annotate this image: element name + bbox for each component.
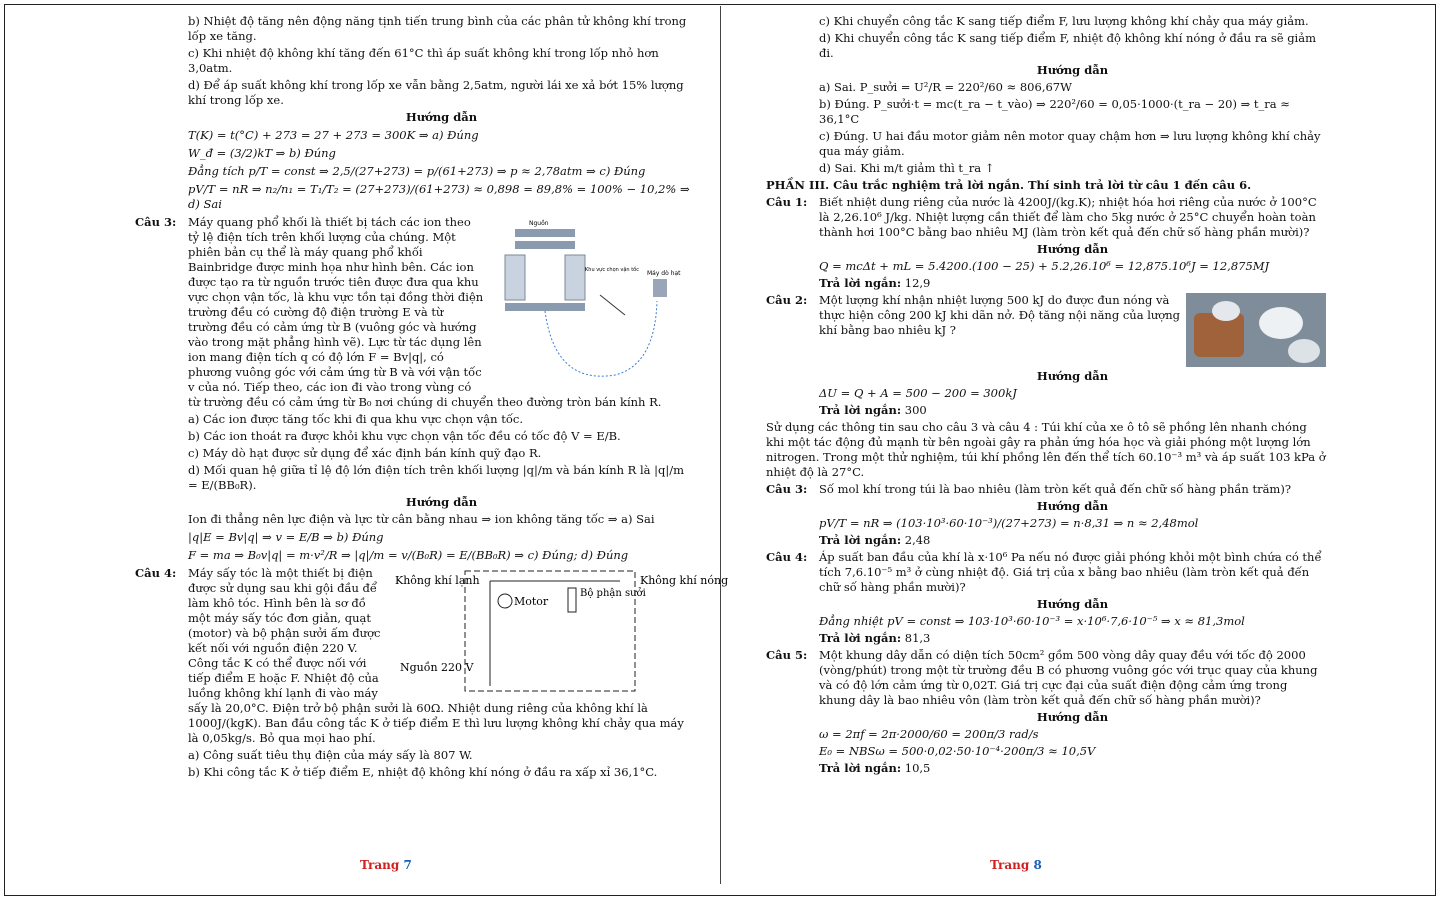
question-4	[766, 550, 1326, 595]
page-number-value: 7	[403, 858, 412, 872]
label-heater: Bộ phận sưởi	[580, 588, 646, 599]
option-d: d) Mối quan hệ giữa tỉ lệ độ lớn điện tích trên khối lượng |q|/m và bán kính R là |q|/m = E/(BB₀R).	[188, 463, 685, 492]
section-heading: PHẦN III. Câu trắc nghiệm trả lời ngắn. Thí sinh trả lời từ câu 1 đến câu 6.	[766, 178, 1252, 192]
airbag-photo	[1186, 293, 1326, 367]
fig-label-source: Nguồn	[529, 220, 549, 227]
guide-text: Ion đi thẳng nên lực điện và lực từ cân bằng nhau ⇒ ion không tăng tốc ⇒ a) Sai	[188, 512, 655, 526]
page-divider	[720, 6, 721, 884]
guide-heading: Hướng dẫn	[405, 110, 478, 124]
answer-a: a) Sai. P_sưởi = U²/R = 220²/60 ≈ 806,67W	[819, 80, 1072, 94]
detector	[653, 279, 667, 297]
electrode	[565, 255, 585, 300]
statement-d: d) Để áp suất không khí trong lốp xe vẫn bằng 2,5atm, người lái xe xả bớt 15% lượng khí trong lốp xe.	[188, 78, 684, 107]
short-answer-label: Trả lời ngắn:	[819, 276, 902, 290]
short-answer: 300	[904, 403, 927, 417]
heater-symbol	[568, 588, 576, 612]
question-2	[766, 293, 1326, 367]
equation: T(K) = t(°C) + 273 = 27 + 273 = 300K ⇒ a) Đúng	[188, 128, 479, 142]
guide-heading: Hướng dẫn	[1036, 63, 1109, 77]
airbag	[1288, 339, 1320, 363]
question-1	[766, 195, 1326, 240]
mass-spectrometer-figure	[485, 215, 695, 395]
answer-c: c) Đúng. U hai đầu motor giảm nên motor quay chậm hơn ⇒ lưu lượng không khí chảy qua máy giảm.	[819, 129, 1321, 158]
short-answer: 10,5	[904, 761, 931, 775]
option-a: a) Công suất tiêu thụ điện của máy sấy là 807 W.	[188, 748, 473, 762]
guide-heading: Hướng dẫn	[1036, 369, 1109, 383]
short-answer: 12,9	[904, 276, 931, 290]
answer-b: b) Đúng. P_sưởi·t = mc(t_ra − t_vào) ⇒ 220²/60 = 0,05·1000·(t_ra − 20) ⇒ t_ra ≈ 36,1°C	[819, 97, 1290, 126]
option-a: a) Các ion được tăng tốc khi đi qua khu vực chọn vận tốc.	[188, 412, 523, 426]
page-7	[135, 14, 729, 782]
guide-heading: Hướng dẫn	[1036, 710, 1109, 724]
equation: E₀ = NBSω = 500·0,02·50·10⁻⁴·200π/3 ≈ 10,5V	[819, 744, 1096, 758]
page-number-label: Trang	[360, 858, 400, 872]
question-text: Máy sấy tóc là một thiết bị điện được sử dụng sau khi gội đầu để làm khô tóc. Hình bên là sơ đồ một máy sấy tóc đơn giản, quạt (motor) và bộ phận sưởi ấm được kết nối với nguồn điện 220 V. Công tắc K có thể được nối với tiếp điểm E hoặc F. Nhiệt độ của luồng không khí lạnh đi vào máy sấy là 20,0°C. Điện trở bộ phận sưởi là 60Ω. Nhiệt dung riêng của không khí là 1000J/(kgK). Ban đầu công tắc K ở tiếp điểm E thì lưu lượng không khí chảy qua máy là 0,05kg/s. Bỏ qua mọi hao phí.	[188, 566, 684, 745]
statement-c: c) Khi nhiệt độ không khí tăng đến 61°C thì áp suất không khí trong lốp nhỏ hơn 3,0atm.	[188, 46, 659, 75]
page-number-label: Trang	[990, 858, 1030, 872]
label-motor: Motor	[514, 595, 549, 608]
statement-b: b) Nhiệt độ tăng nên động năng tịnh tiến trung bình của các phân tử không khí trong lốp xe tăng.	[188, 14, 687, 43]
equation: F = ma ⇒ B₀v|q| = m·v²/R ⇒ |q|/m = v/(B₀R) = E/(BB₀R) ⇒ c) Đúng; d) Đúng	[188, 548, 629, 562]
statement-d: d) Khi chuyển công tắc K sang tiếp điểm F, nhiệt độ không khí nóng ở đầu ra sẽ giảm đi.	[819, 31, 1316, 60]
electrode	[505, 255, 525, 300]
equation: ω = 2πf = 2π·2000/60 = 200π/3 rad/s	[819, 727, 1039, 741]
page-number-8	[990, 858, 1042, 872]
short-answer: 2,48	[904, 533, 931, 547]
page-8	[766, 14, 1326, 778]
answer-d: d) Sai. Khi m/t giảm thì t_ra ↑	[819, 161, 995, 175]
equation: Đẳng nhiệt pV = const ⇒ 103·10³·60·10⁻³ = x·10⁶·7,6·10⁻⁵ ⇒ x ≈ 81,3mol	[819, 614, 1245, 628]
short-answer-label: Trả lời ngắn:	[819, 761, 902, 775]
question-5	[766, 648, 1326, 708]
question-label: Câu 1:	[766, 195, 808, 209]
radius-line	[600, 295, 625, 315]
label-hot-air: Không khí nóng	[640, 574, 729, 587]
page-number-value: 8	[1033, 858, 1042, 872]
plate	[505, 303, 585, 311]
shared-context: Sử dụng các thông tin sau cho câu 3 và câu 4 : Túi khí của xe ô tô sẽ phồng lên nhanh chóng khi một tác động đủ mạnh từ bên ngoài gây ra phản ứng hóa học và giải phóng một lượng lớn nitrogen. Trong một thử nghiệm, túi khí phồng lên đến thể tích 60.10⁻³ m³ và áp suất 103 kPa ở nhiệt độ là 27°C.	[766, 420, 1326, 479]
motor-symbol	[498, 594, 512, 608]
question-text: Biết nhiệt dung riêng của nước là 4200J/(kg.K); nhiệt hóa hơi riêng của nước ở 100°C là 2,26.10⁶ J/kg. Nhiệt lượng cần thiết để làm cho 5kg nước ở 25°C chuyển hoàn toàn thành hơi 100°C bằng bao nhiêu MJ (làm tròn kết quả đến chữ số hàng phần mười)?	[819, 195, 1317, 239]
fig-label-detector: Máy dò hạt	[647, 270, 681, 277]
equation: Đẳng tích p/T = const ⇒ 2,5/(27+273) = p/(61+273) ⇒ p ≈ 2,78atm ⇒ c) Đúng	[188, 164, 646, 178]
question-text: Một khung dây dẫn có diện tích 50cm² gồm 500 vòng dây quay đều với tốc độ 2000 (vòng/phút) trong một từ trường đều B có phương vuông góc với trục quay của khung và có độ lớn cảm ứng từ 0,02T. Giá trị cực đại của suất điện động cảm ứng trong khung dây là bao nhiêu vôn (làm tròn kết quả đến chữ số hàng phần mười)?	[819, 648, 1318, 707]
guide-heading: Hướng dẫn	[1036, 597, 1109, 611]
equation: W_đ = (3/2)kT ⇒ b) Đúng	[188, 146, 336, 160]
ion-trajectory	[545, 301, 657, 376]
question-text: Áp suất ban đầu của khí là x·10⁶ Pa nếu nó được giải phóng khỏi một bình chứa có thể tích 7,6.10⁻⁵ m³ ở cùng nhiệt độ. Giá trị của x bằng bao nhiêu (làm tròn kết quả đến chữ số hàng phần mười)?	[819, 550, 1322, 594]
question-text: Một lượng khí nhận nhiệt lượng 500 kJ do được đun nóng và thực hiện công 200 kJ khi dãn nở. Độ tăng nội năng của lượng khí bằng bao nhiêu kJ ?	[819, 293, 1180, 337]
plate	[515, 229, 575, 237]
option-c: c) Máy dò hạt được sử dụng để xác định bán kính quỹ đạo R.	[188, 446, 542, 460]
question-3	[766, 482, 1326, 497]
guide-heading: Hướng dẫn	[1036, 242, 1109, 256]
airbag	[1212, 301, 1240, 321]
question-text: Số mol khí trong túi là bao nhiêu (làm tròn kết quả đến chữ số hàng phần trăm)?	[819, 482, 1291, 496]
short-answer-label: Trả lời ngắn:	[819, 631, 902, 645]
question-label: Câu 3:	[135, 215, 177, 229]
short-answer: 81,3	[904, 631, 931, 645]
question-label: Câu 3:	[766, 482, 808, 496]
plate	[515, 241, 575, 249]
guide-heading: Hướng dẫn	[1036, 499, 1109, 513]
equation: Q = mcΔt + mL = 5.4200.(100 − 25) + 5.2,26.10⁶ = 12,875.10⁶J = 12,875MJ	[819, 259, 1270, 273]
equation: |q|E = Bv|q| ⇒ v = E/B ⇒ b) Đúng	[188, 530, 384, 544]
question-text: Máy quang phổ khối là thiết bị tách các ion theo tỷ lệ điện tích trên khối lượng của chúng. Một phiên bản cụ thể là máy quang phổ khối Bainbridge được minh họa như hình bên. Các ion được tạo ra từ nguồn trước tiên được đưa qua khu vực chọn vận tốc, là khu vực tồn tại đồng thời điện trường đều có cường độ điện trường E và từ trường đều có cảm ứng từ B (vuông góc và hướng vào trong mặt phẳng hình vẽ). Lực từ tác dụng lên ion mang điện tích q có độ lớn F = Bv|q|, có phương vuông góc với cảm ứng từ B và với vận tốc v của nó. Tiếp theo, các ion đi vào trong vùng có từ trường đều có cảm ứng từ B₀ nơi chúng di chuyển theo đường tròn bán kính R.	[188, 215, 662, 409]
option-b: b) Các ion thoát ra được khỏi khu vực chọn vận tốc đều có tốc độ V = E/B.	[188, 429, 621, 443]
fig-label-selector: Khu vực chọn vận tốc	[585, 267, 639, 273]
question-label: Câu 5:	[766, 648, 808, 662]
label-source: Nguồn 220 V	[400, 661, 474, 674]
airbag	[1259, 307, 1303, 339]
short-answer-label: Trả lời ngắn:	[819, 403, 902, 417]
option-b: b) Khi công tắc K ở tiếp điểm E, nhiệt độ không khí nóng ở đầu ra xấp xỉ 36,1°C.	[188, 765, 658, 779]
label-cold-air: Không khí lạnh	[395, 574, 480, 587]
equation: ΔU = Q + A = 500 − 200 = 300kJ	[819, 386, 1017, 400]
equation: pV/T = nR ⇒ (103·10³·60·10⁻³)/(27+273) = n·8,31 ⇒ n ≈ 2,48mol	[819, 516, 1199, 530]
question-label: Câu 2:	[766, 293, 808, 307]
question-label: Câu 4:	[766, 550, 808, 564]
equation: pV/T = nR ⇒ n₂/n₁ = T₁/T₂ = (27+273)/(61+273) ≈ 0,898 = 89,8% = 100% − 10,2% ⇒ d) Sai	[188, 182, 690, 211]
question-label: Câu 4:	[135, 566, 177, 580]
guide-heading: Hướng dẫn	[405, 495, 478, 509]
hair-dryer-circuit	[390, 566, 729, 696]
short-answer-label: Trả lời ngắn:	[819, 533, 902, 547]
statement-c: c) Khi chuyển công tắc K sang tiếp điểm F, lưu lượng không khí chảy qua máy giảm.	[819, 14, 1309, 28]
question-3	[135, 215, 695, 412]
question-4	[135, 566, 729, 748]
page-number-7	[360, 858, 412, 872]
